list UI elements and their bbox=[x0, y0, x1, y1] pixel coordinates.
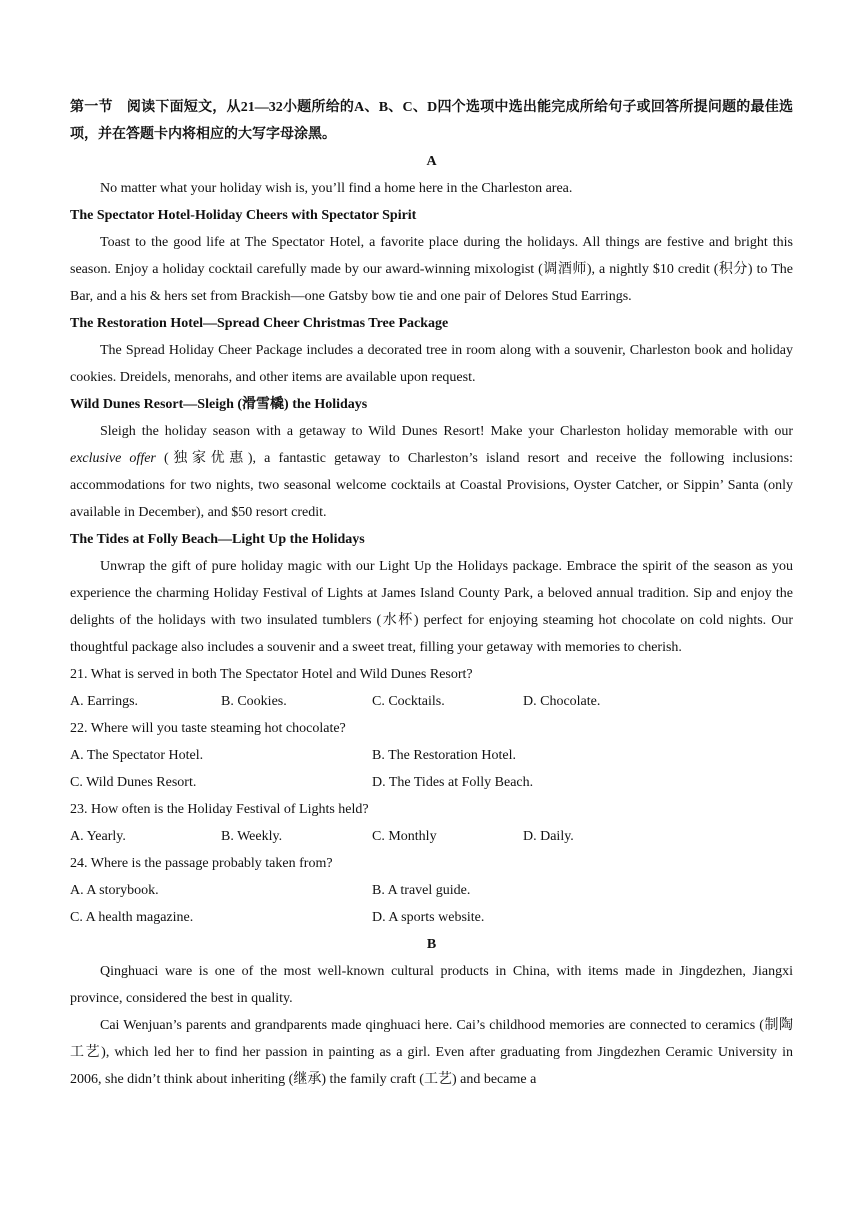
q24-option-c: C. A health magazine. bbox=[70, 910, 194, 925]
question-21-stem: 21. What is served in both The Spectator Hotel and Wild Dunes Resort? bbox=[70, 667, 473, 682]
passage-a-intro: No matter what your holiday wish is, you’ll find a home here in the Charleston area. bbox=[100, 181, 573, 196]
q21-option-d: D. Chocolate. bbox=[523, 694, 601, 709]
exclusive-offer-emphasis: exclusive offer bbox=[70, 451, 156, 466]
entry-body-restoration: The Spread Holiday Cheer Package includes a decorated tree in room along with a souvenir, Charleston book and holiday cookies. Dreidels, menorahs, and other items are available upon request. bbox=[70, 343, 793, 385]
question-24-options-row2 bbox=[70, 904, 793, 931]
passage-b-paragraph-2: Cai Wenjuan’s parents and grandparents made qinghuaci here. Cai’s childhood memories are connected to ceramics (制陶工艺), which led her to find her passion in painting as a girl. Even after graduating from Jingdezhen Ceramic University in 2006, she didn’t think about inheriting (继承) the family craft (工艺) and became a bbox=[70, 1018, 793, 1087]
question-22-options-row2 bbox=[70, 769, 793, 796]
q22-option-a: A. The Spectator Hotel. bbox=[70, 748, 204, 763]
entry-heading-wild-dunes: Wild Dunes Resort—Sleigh (滑雪橇) the Holidays bbox=[70, 397, 368, 412]
passage-b-paragraph-1: Qinghuaci ware is one of the most well-known cultural products in China, with items made in Jingdezhen, Jiangxi province, considered the best in quality. bbox=[70, 964, 793, 1006]
q22-option-c: C. Wild Dunes Resort. bbox=[70, 775, 197, 790]
q23-option-a: A. Yearly. bbox=[70, 829, 126, 844]
section-instructions: 第一节 阅读下面短文，从21—32小题所给的A、B、C、D四个选项中选出能完成所给句子或回答所提问题的最佳选项，并在答题卡内将相应的大写字母涂黑。 bbox=[70, 100, 793, 142]
question-24-stem: 24. Where is the passage probably taken from? bbox=[70, 856, 333, 871]
entry-body-spectator: Toast to the good life at The Spectator Hotel, a favorite place during the holidays. All things are festive and bright this season. Enjoy a holiday cocktail carefully made by our award-winning mixologist (调酒师), a nightly $10 credit (积分) to The Bar, and a his & hers set from Brackish—one Gatsby bow tie and one pair of Delores Stud Earrings. bbox=[70, 235, 793, 304]
q21-option-a: A. Earrings. bbox=[70, 694, 139, 709]
passage-a-label: A bbox=[426, 154, 437, 169]
q23-option-c: C. Monthly bbox=[372, 829, 437, 844]
q23-option-d: D. Daily. bbox=[523, 829, 574, 844]
q24-option-d: D. A sports website. bbox=[372, 910, 485, 925]
entry-body-tides: Unwrap the gift of pure holiday magic with our Light Up the Holidays package. Embrace the spirit of the season as you experience the charming Holiday Festival of Lights at James Island County Park, a beloved annual tradition. Sip and enjoy the delights of the holidays with two insulated tumblers (水杯) perfect for enjoying steaming hot chocolate on cold nights. Our thoughtful package also includes a souvenir and a sweet treat, filling your getaway with memories to cherish. bbox=[70, 559, 793, 655]
question-22-stem: 22. Where will you taste steaming hot chocolate? bbox=[70, 721, 346, 736]
q23-option-b: B. Weekly. bbox=[221, 829, 283, 844]
q24-option-b: B. A travel guide. bbox=[372, 883, 471, 898]
entry-body-wild-dunes-part1: Sleigh the holiday season with a getaway to Wild Dunes Resort! Make your Charleston holiday memorable with our bbox=[100, 424, 793, 439]
exam-page bbox=[70, 94, 793, 1093]
entry-heading-restoration: The Restoration Hotel—Spread Cheer Christmas Tree Package bbox=[70, 316, 449, 331]
question-21-options bbox=[70, 688, 793, 715]
question-23-options bbox=[70, 823, 793, 850]
entry-body-wild-dunes-part2: (独家优惠), a fantastic getaway to Charleston’s island resort and receive the following inclusions: accommodations for two nights, two seasonal welcome cocktails at Coastal Provisions, Oyster Catcher, or Sippin’ Santa (only available in December), and $50 resort credit. bbox=[70, 451, 793, 520]
entry-heading-tides: The Tides at Folly Beach—Light Up the Holidays bbox=[70, 532, 365, 547]
question-22-options-row1 bbox=[70, 742, 793, 769]
question-23-stem: 23. How often is the Holiday Festival of Lights held? bbox=[70, 802, 369, 817]
q21-option-c: C. Cocktails. bbox=[372, 694, 445, 709]
entry-heading-spectator: The Spectator Hotel-Holiday Cheers with Spectator Spirit bbox=[70, 208, 417, 223]
q22-option-b: B. The Restoration Hotel. bbox=[372, 748, 516, 763]
q24-option-a: A. A storybook. bbox=[70, 883, 159, 898]
entry-body-wild-dunes bbox=[70, 418, 793, 526]
q21-option-b: B. Cookies. bbox=[221, 694, 287, 709]
passage-b-label: B bbox=[426, 937, 437, 952]
question-24-options-row1 bbox=[70, 877, 793, 904]
q22-option-d: D. The Tides at Folly Beach. bbox=[372, 775, 534, 790]
